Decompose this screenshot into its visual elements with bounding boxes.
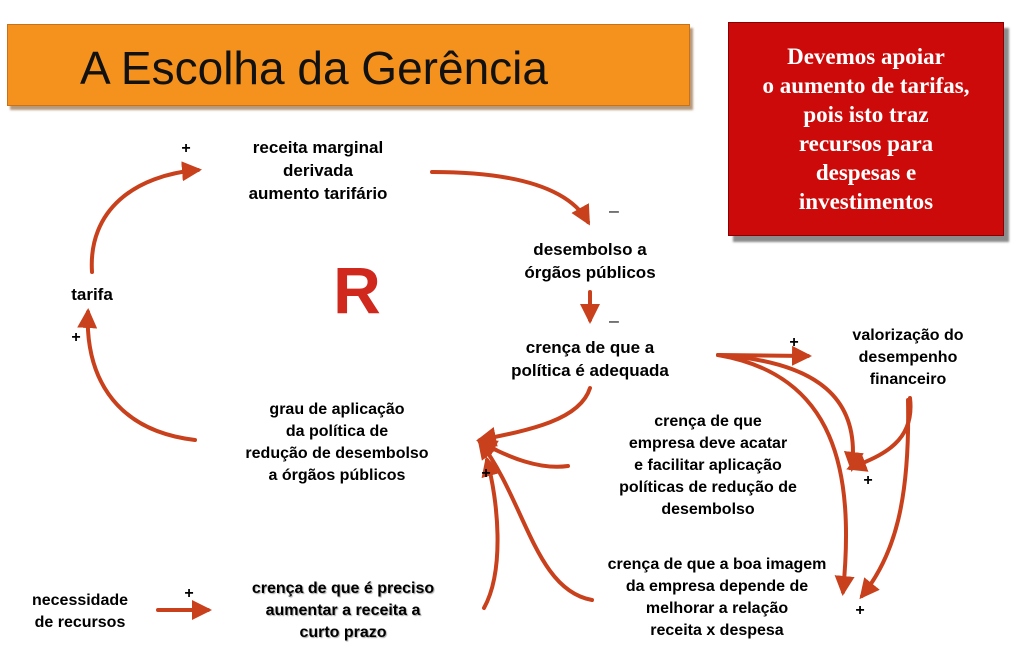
- sign-grau: +: [481, 465, 491, 482]
- node-line: empresa deve acatar: [628, 435, 788, 452]
- node-line: redução de desembolso: [245, 445, 429, 462]
- sign-receita: +: [181, 140, 191, 157]
- node-line: necessidade: [31, 592, 129, 609]
- node-line: crença de que a: [525, 338, 655, 357]
- node-line: política é adequada: [511, 361, 669, 380]
- node-necessidade: [32, 590, 128, 634]
- node-line: valorização do: [852, 327, 964, 344]
- sign-bottom-right: +: [855, 602, 865, 619]
- arrow-tarifa-to-receita: [92, 170, 198, 272]
- node-tarifa: [71, 283, 113, 306]
- node-line: derivada: [283, 161, 353, 180]
- sign-crenca-politica: _: [609, 304, 619, 323]
- callout-line: recursos para: [798, 131, 934, 156]
- sign-valorizacao: +: [789, 334, 799, 351]
- node-line: órgãos públicos: [524, 263, 656, 282]
- node-line: financeiro: [869, 371, 947, 388]
- node-line: receita marginal: [252, 138, 384, 157]
- sign-empresa-side: +: [863, 472, 873, 489]
- callout-line: Devemos apoiar: [787, 44, 945, 69]
- arrow-valorizacao-to-bottom-right: [862, 400, 908, 596]
- node-line: curto prazo: [299, 624, 387, 641]
- callout-line: o aumento de tarifas,: [762, 73, 970, 98]
- node-receita: [249, 136, 388, 205]
- sign-desembolso: _: [609, 194, 619, 213]
- arrow-grau-to-tarifa: [88, 312, 195, 440]
- node-line: receita x despesa: [650, 622, 784, 639]
- node-line: aumentar a receita a: [265, 602, 421, 619]
- node-line: tarifa: [71, 285, 113, 304]
- node-valorizacao: [852, 325, 963, 391]
- arrow-crenca-to-grau: [480, 388, 590, 440]
- node-desembolso: [524, 238, 655, 284]
- node-preciso-aumentar: [252, 578, 434, 644]
- node-line: aumento tarifário: [248, 184, 388, 203]
- node-line: desembolso: [661, 501, 755, 518]
- node-boa-imagem: [608, 554, 827, 642]
- sign-necessidade: +: [184, 585, 194, 602]
- node-line: melhorar a relação: [645, 600, 789, 617]
- node-line: de recursos: [34, 614, 126, 631]
- node-line: grau de aplicação: [269, 401, 405, 418]
- node-line: a órgãos públicos: [268, 467, 406, 484]
- arrow-valorizacao-to-empresa-side: [850, 398, 911, 468]
- callout-line: pois isto traz: [803, 102, 929, 127]
- node-line: crença de que é preciso: [251, 580, 435, 597]
- node-line: da empresa depende de: [625, 578, 809, 595]
- callout-line: investimentos: [798, 189, 934, 214]
- node-line: desembolso a: [533, 240, 647, 259]
- loop-label: R: [333, 253, 381, 327]
- arrow-receita-to-desembolso: [432, 172, 588, 222]
- node-line: da política de: [285, 423, 389, 440]
- sign-tarifa: +: [71, 329, 81, 346]
- node-crenca-politica: [511, 336, 669, 382]
- page-title: A Escolha da Gerência: [80, 42, 548, 94]
- node-line: e facilitar aplicação: [634, 457, 782, 474]
- node-line: políticas de redução de: [619, 479, 797, 496]
- node-empresa-acatar: [619, 411, 797, 521]
- node-line: crença de que: [654, 413, 762, 430]
- callout-line: despesas e: [815, 160, 917, 185]
- node-grau: [245, 399, 428, 487]
- node-line: desempenho: [858, 349, 958, 366]
- node-line: crença de que a boa imagem: [607, 556, 827, 573]
